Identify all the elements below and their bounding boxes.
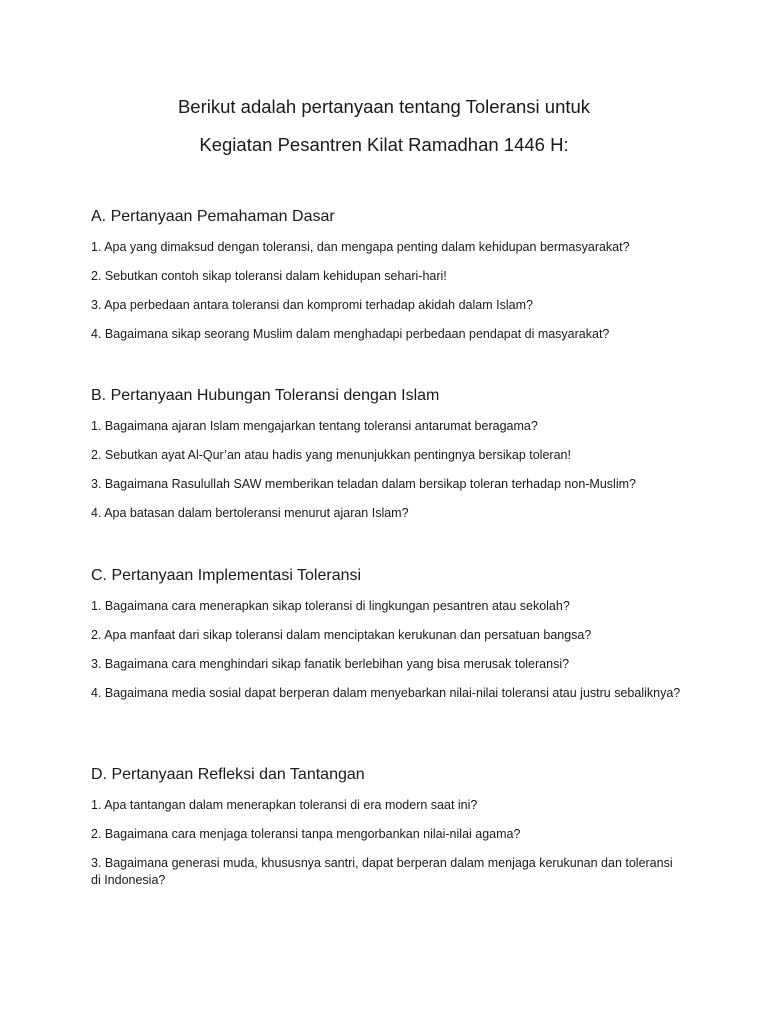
section-heading: C. Pertanyaan Implementasi Toleransi: [91, 567, 362, 584]
document-title-line-2: Kegiatan Pesantren Kilat Ramadhan 1446 H:: [199, 134, 569, 155]
question-item: 2. Sebutkan contoh sikap toleransi dalam kehidupan sehari-hari!: [91, 269, 447, 283]
document-title-line-1: Berikut adalah pertanyaan tentang Toleransi untuk: [177, 96, 591, 117]
question-item: 2. Bagaimana cara menjaga toleransi tanpa mengorbankan nilai-nilai agama?: [91, 827, 521, 841]
section-c: [91, 566, 691, 714]
question-item: 2. Apa manfaat dari sikap toleransi dalam menciptakan kerukunan dan persatuan bangsa?: [91, 628, 592, 642]
section-heading: B. Pertanyaan Hubungan Toleransi dengan Islam: [91, 387, 440, 404]
section-a: [91, 207, 691, 355]
question-item: 3. Bagaimana generasi muda, khususnya santri, dapat berperan dalam menjaga kerukunan dan toleransi di Indonesia?: [91, 856, 673, 887]
question-item: 4. Apa batasan dalam bertoleransi menurut ajaran Islam?: [91, 506, 409, 520]
section-d: [91, 765, 691, 901]
question-item: 4. Bagaimana media sosial dapat berperan dalam menyebarkan nilai-nilai toleransi atau justru sebaliknya?: [91, 686, 681, 700]
question-item: 3. Bagaimana Rasulullah SAW memberikan teladan dalam bersikap toleran terhadap non-Muslim?: [91, 477, 636, 491]
question-item: 2. Sebutkan ayat Al-Qur’an atau hadis yang menunjukkan pentingnya bersikap toleran!: [91, 448, 571, 462]
question-item: 1. Bagaimana cara menerapkan sikap toleransi di lingkungan pesantren atau sekolah?: [91, 599, 570, 613]
question-item: 1. Apa yang dimaksud dengan toleransi, dan mengapa penting dalam kehidupan bermasyarakat?: [91, 240, 630, 254]
section-b: [91, 386, 691, 534]
question-item: 3. Bagaimana cara menghindari sikap fanatik berlebihan yang bisa merusak toleransi?: [91, 657, 570, 671]
question-item: 1. Bagaimana ajaran Islam mengajarkan tentang toleransi antarumat beragama?: [91, 419, 538, 433]
question-item: 4. Bagaimana sikap seorang Muslim dalam menghadapi perbedaan pendapat di masyarakat?: [91, 327, 610, 341]
question-item: 3. Apa perbedaan antara toleransi dan kompromi terhadap akidah dalam Islam?: [91, 298, 533, 312]
question-item: 1. Apa tantangan dalam menerapkan toleransi di era modern saat ini?: [91, 798, 478, 812]
section-heading: D. Pertanyaan Refleksi dan Tantangan: [91, 766, 365, 783]
section-heading: A. Pertanyaan Pemahaman Dasar: [91, 208, 335, 225]
